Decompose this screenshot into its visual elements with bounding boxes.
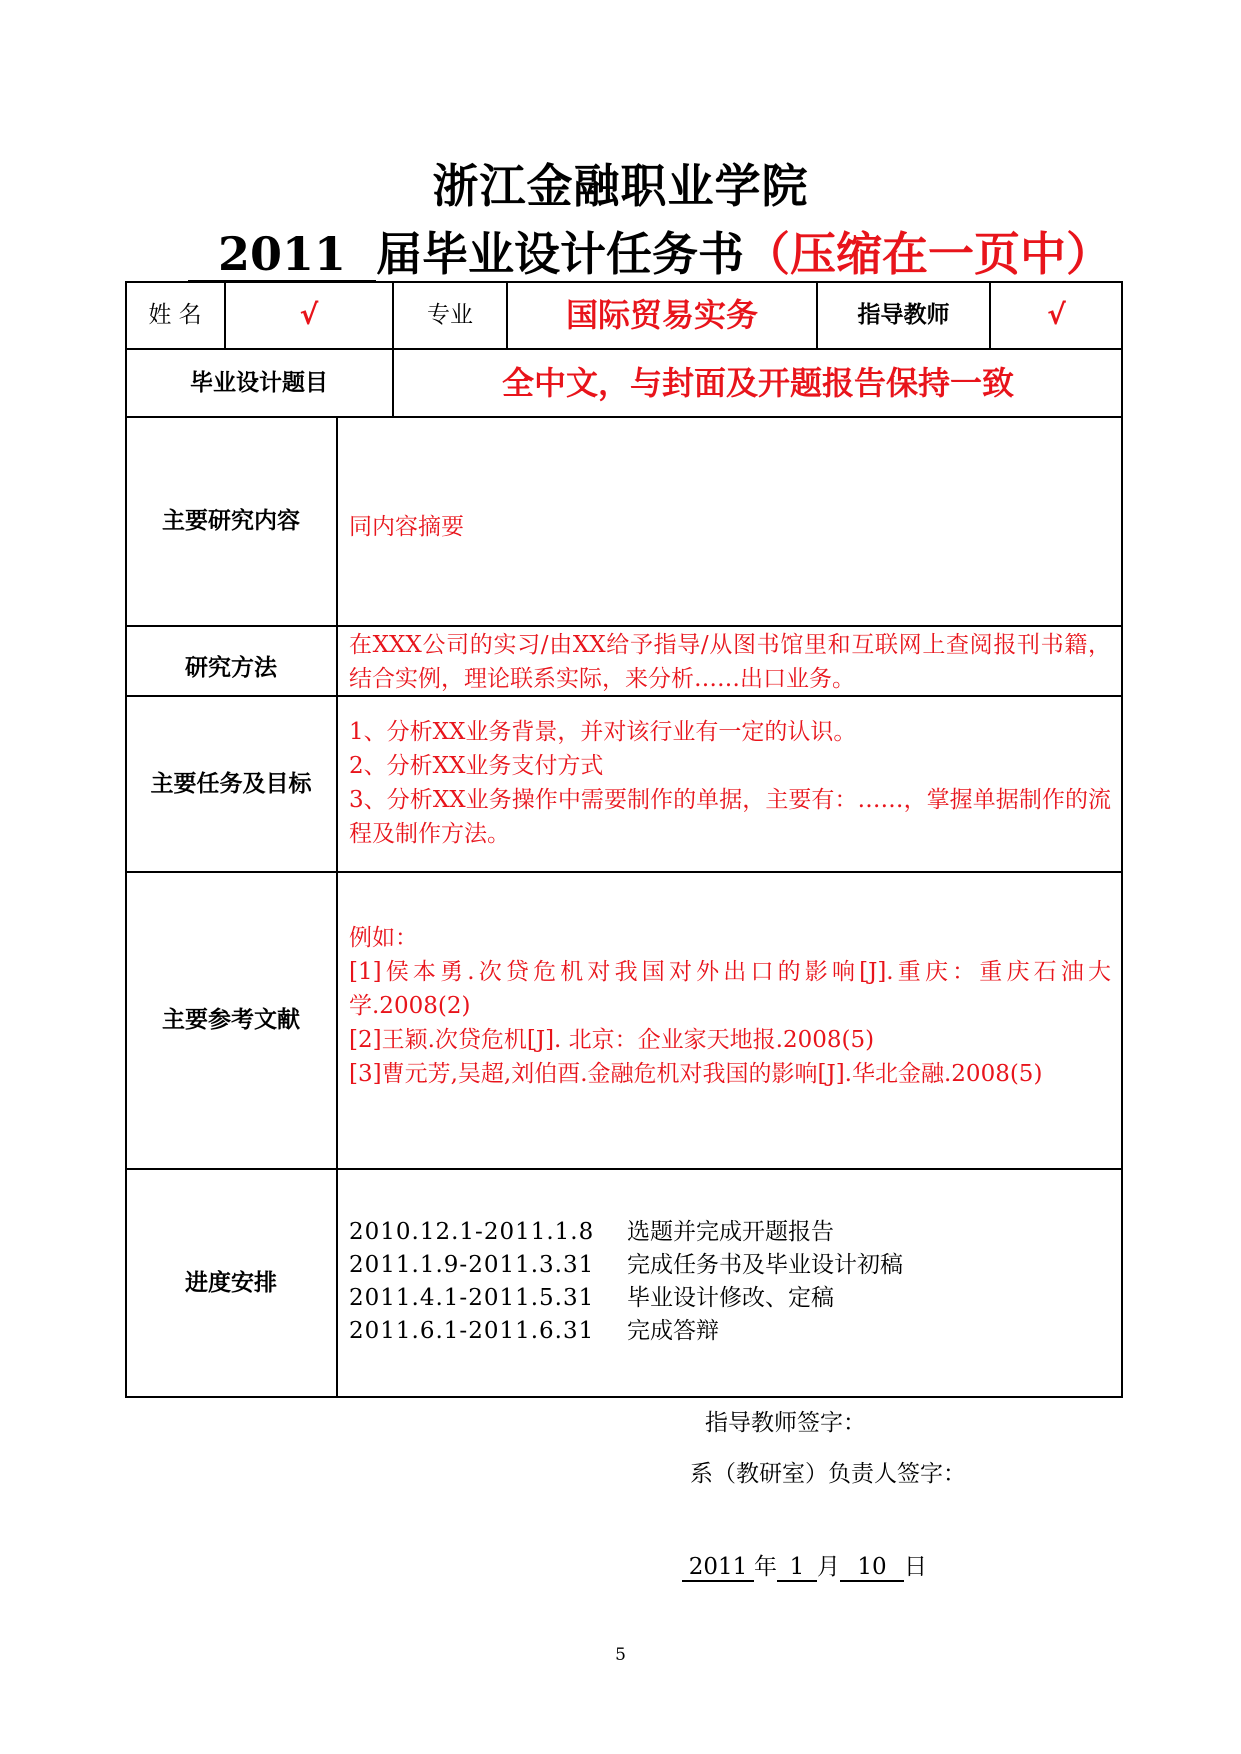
schedule-row bbox=[349, 1216, 1111, 1249]
schedule-task: 选题并完成开题报告 bbox=[627, 1219, 834, 1245]
schedule-dates: 2011.1.9-2011.3.31 bbox=[349, 1252, 595, 1278]
schedule-task: 毕业设计修改、定稿 bbox=[627, 1285, 834, 1311]
date-month-unit: 月 bbox=[817, 1554, 840, 1580]
advisor-signature-label: 指导教师签字： bbox=[705, 1410, 866, 1436]
school-title: 浙江金融职业学院 bbox=[432, 159, 809, 213]
schedule-task: 完成任务书及毕业设计初稿 bbox=[627, 1252, 903, 1278]
date-day: 10 bbox=[840, 1554, 904, 1582]
signature-date bbox=[682, 1548, 927, 1582]
schedule-row bbox=[349, 1249, 1111, 1282]
date-year: 2011 bbox=[682, 1554, 754, 1582]
topic-value: 全中文，与封面及开题报告保持一致 bbox=[501, 364, 1014, 402]
schedule-dates: 2010.12.1-2011.1.8 bbox=[349, 1219, 595, 1245]
schedule-task: 完成答辩 bbox=[627, 1318, 719, 1344]
title-note: （压缩在一页中） bbox=[744, 227, 1113, 281]
refs-list bbox=[337, 921, 1123, 1091]
task-item: 3、分析XX业务操作中需要制作的单据，主要有：……，掌握单据制作的流程及制作方法。 bbox=[349, 787, 1111, 847]
ref-item: [3]曹元芳,吴超,刘伯酉.金融危机对我国的影响[J].华北金融.2008(5) bbox=[349, 1061, 1043, 1087]
major-label: 专业 bbox=[427, 302, 473, 328]
name-value: √ bbox=[299, 298, 319, 331]
tasks-list bbox=[337, 715, 1123, 851]
name-label: 姓 名 bbox=[148, 302, 202, 328]
title-text: 届毕业设计任务书 bbox=[376, 227, 745, 281]
content-label: 主要研究内容 bbox=[162, 508, 300, 534]
method-label: 研究方法 bbox=[185, 655, 277, 681]
schedule-dates: 2011.6.1-2011.6.31 bbox=[349, 1318, 595, 1344]
year-field: 2011 bbox=[188, 228, 376, 283]
topic-label: 毕业设计题目 bbox=[190, 370, 328, 396]
task-item: 1、分析XX业务背景，并对该行业有一定的认识。 bbox=[349, 719, 857, 745]
schedule-dates: 2011.4.1-2011.5.31 bbox=[349, 1285, 595, 1311]
method-value: 在XXX公司的实习/由XX给予指导/从图书馆里和互联网上查阅报刊书籍，结合实例，理论联系实际，来分析……出口业务。 bbox=[349, 632, 1111, 692]
ref-item: [2]王颖.次贷危机[J]. 北京：企业家天地报.2008(5) bbox=[349, 1027, 875, 1053]
page-number: 5 bbox=[615, 1645, 626, 1665]
date-day-unit: 日 bbox=[904, 1554, 927, 1580]
schedule-row bbox=[349, 1315, 1111, 1348]
schedule-label: 进度安排 bbox=[185, 1270, 277, 1296]
refs-label: 主要参考文献 bbox=[162, 1007, 300, 1033]
task-item: 2、分析XX业务支付方式 bbox=[349, 753, 604, 779]
document-title bbox=[188, 218, 1112, 284]
dept-signature-label: 系（教研室）负责人签字： bbox=[690, 1461, 966, 1487]
major-value: 国际贸易实务 bbox=[565, 296, 758, 334]
ref-item: 例如： bbox=[349, 925, 418, 951]
ref-item: [1]侯本勇.次贷危机对我国对外出口的影响[J].重庆：重庆石油大学.2008(2) bbox=[349, 959, 1111, 1019]
date-month: 1 bbox=[777, 1554, 817, 1582]
content-value: 同内容摘要 bbox=[349, 514, 464, 540]
advisor-value: √ bbox=[1047, 298, 1066, 331]
tasks-label: 主要任务及目标 bbox=[150, 771, 312, 797]
advisor-label: 指导教师 bbox=[857, 302, 950, 328]
schedule-row bbox=[349, 1282, 1111, 1315]
schedule-list bbox=[337, 1216, 1111, 1348]
date-year-unit: 年 bbox=[754, 1554, 777, 1580]
